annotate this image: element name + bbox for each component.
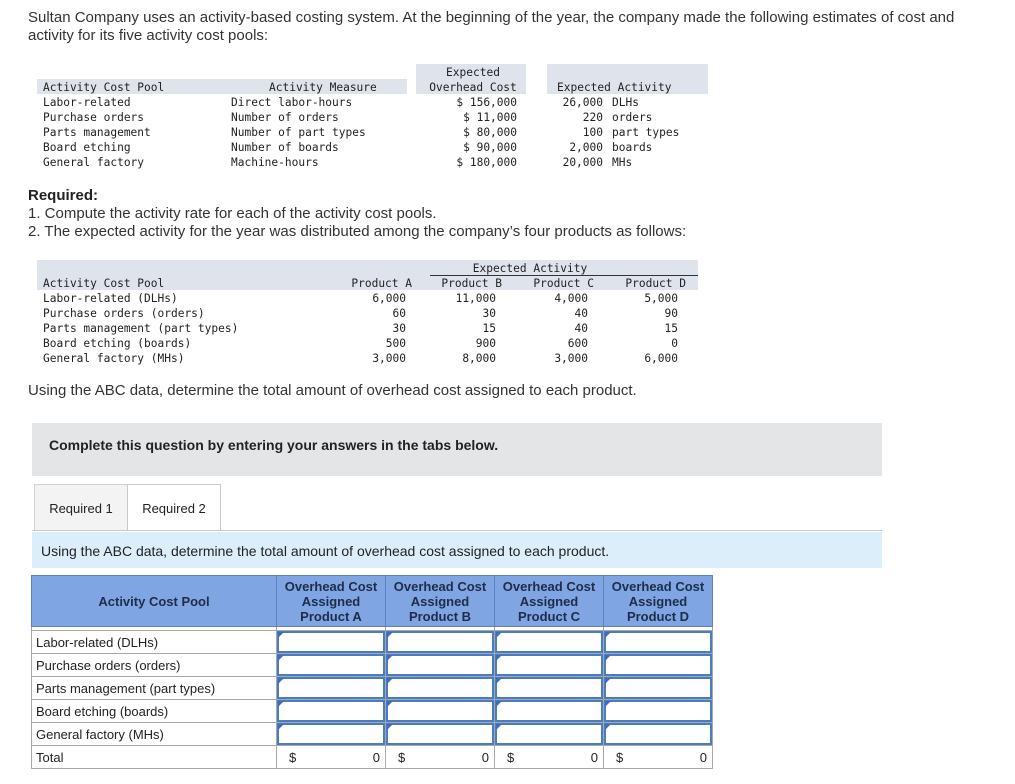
total-cell-d (604, 746, 713, 769)
value-c: 600 (567, 337, 588, 350)
input-marker-icon (605, 724, 611, 730)
header-line: Overhead Cost (393, 578, 487, 594)
answer-row (32, 723, 713, 746)
value-a: 30 (392, 322, 406, 335)
input-marker-icon (387, 655, 393, 661)
answer-cell (386, 631, 495, 654)
total-value-d: 0 (699, 750, 707, 765)
pool-unit: MHs (612, 156, 633, 169)
pool-col-header: Activity Cost Pool (43, 277, 165, 290)
answer-row (32, 654, 713, 677)
currency-symbol: $ (289, 750, 297, 765)
overhead-input-d[interactable] (604, 723, 712, 745)
problem-intro: Sultan Company uses an activity-based costing system. At the beginning of the year, the company made the following estimates of cost and activity for its five activity cost pools: (28, 9, 955, 44)
overhead-input-b[interactable] (386, 677, 494, 699)
value-b: 30 (482, 307, 496, 320)
answer-col-header-b (386, 576, 495, 627)
activity-col-header: Expected Activity (557, 81, 672, 94)
pool-name: Purchase orders (43, 111, 145, 124)
pool-qty: 26,000 (562, 96, 603, 109)
overhead-input-d[interactable] (604, 654, 712, 676)
input-marker-icon (496, 701, 502, 707)
answer-cell (495, 700, 604, 723)
header-line: Assigned (301, 593, 361, 609)
overhead-input-a[interactable] (277, 677, 385, 699)
activity-pool: Purchase orders (orders) (43, 307, 205, 320)
pool-cost: $ 80,000 (463, 126, 517, 139)
total-value-b: 0 (481, 750, 489, 765)
pool-unit: part types (612, 126, 680, 139)
overhead-input-d[interactable] (604, 700, 712, 722)
overhead-input-c[interactable] (495, 700, 603, 722)
input-marker-icon (387, 632, 393, 638)
tab-required-1[interactable]: Required 1 (34, 484, 128, 531)
input-marker-icon (496, 655, 502, 661)
product-b-header: Product B (441, 277, 502, 290)
answer-cell (495, 723, 604, 746)
header-line: Assigned (628, 593, 688, 609)
value-d: 15 (664, 322, 678, 335)
instructions-banner (32, 423, 882, 476)
overhead-input-a[interactable] (277, 700, 385, 722)
value-c: 40 (574, 322, 588, 335)
expected-activity-header: Expected Activity (472, 262, 588, 275)
input-marker-icon (496, 724, 502, 730)
answer-table (31, 575, 713, 769)
answer-row (32, 677, 713, 700)
answer-cell (386, 723, 495, 746)
answer-cell (495, 631, 604, 654)
value-b: 900 (475, 337, 496, 350)
answer-row-label: Labor-related (DLHs) (32, 631, 277, 654)
pool-unit: orders (612, 111, 653, 124)
value-d: 6,000 (644, 352, 678, 365)
total-label: Total (32, 746, 277, 769)
answer-cell (604, 677, 713, 700)
header-line: Overhead Cost (611, 578, 705, 594)
answer-cell (277, 654, 386, 677)
input-marker-icon (278, 678, 284, 684)
input-marker-icon (605, 678, 611, 684)
pool-qty: 2,000 (569, 141, 603, 154)
total-cell-b (386, 746, 495, 769)
total-value-c: 0 (590, 750, 598, 765)
currency-symbol: $ (507, 750, 515, 765)
answer-cell (495, 654, 604, 677)
banner-text: Complete this question by entering your answers in the tabs below. (49, 437, 499, 453)
input-marker-icon (387, 701, 393, 707)
pool-measure: Direct labor-hours (231, 96, 353, 109)
required-heading: Required: (28, 187, 99, 204)
input-marker-icon (278, 655, 284, 661)
overhead-input-d[interactable] (604, 677, 712, 699)
input-marker-icon (496, 632, 502, 638)
answer-cell (277, 700, 386, 723)
required-item-2: 2. The expected activity for the year was distributed among the company’s four products as follows: (28, 223, 687, 240)
pool-name: Labor-related (43, 96, 131, 109)
header-line: Product D (626, 608, 690, 624)
overhead-input-c[interactable] (495, 677, 603, 699)
overhead-input-b[interactable] (386, 654, 494, 676)
header-line: Product C (517, 608, 581, 624)
total-cell-c (495, 746, 604, 769)
header-line: Overhead Cost (284, 578, 378, 594)
answer-row-label: Purchase orders (orders) (32, 654, 277, 677)
value-b: 15 (482, 322, 496, 335)
value-b: 11,000 (455, 292, 496, 305)
value-a: 500 (385, 337, 406, 350)
input-marker-icon (496, 678, 502, 684)
header-line: Assigned (519, 593, 579, 609)
overhead-input-b[interactable] (386, 723, 494, 745)
overhead-input-b[interactable] (386, 631, 494, 653)
pool-unit: boards (612, 141, 653, 154)
value-c: 40 (574, 307, 588, 320)
header-line: Product A (300, 608, 362, 624)
input-marker-icon (278, 701, 284, 707)
pool-unit: DLHs (612, 96, 639, 109)
answer-cell (277, 677, 386, 700)
value-a: 6,000 (372, 292, 406, 305)
answer-cell (386, 654, 495, 677)
value-b: 8,000 (462, 352, 496, 365)
pool-name: General factory (43, 156, 145, 169)
total-row (32, 746, 713, 769)
product-d-header: Product D (625, 277, 686, 290)
overhead-input-c[interactable] (495, 654, 603, 676)
measure-col-header: Activity Measure (269, 81, 377, 94)
answer-cell (386, 677, 495, 700)
answer-row-label: Board etching (boards) (32, 700, 277, 723)
activity-pool: Board etching (boards) (43, 337, 192, 350)
answer-row (32, 700, 713, 723)
overhead-col-header-1: Expected (446, 66, 500, 79)
answer-col-header-c (495, 576, 604, 627)
activity-pool: Labor-related (DLHs) (43, 292, 178, 305)
pool-cost: $ 11,000 (463, 111, 517, 124)
pool-cost: $ 180,000 (456, 156, 517, 169)
answer-pool-header: Activity Cost Pool (32, 576, 277, 627)
answer-row (32, 631, 713, 654)
answer-cell (604, 723, 713, 746)
overhead-input-c[interactable] (495, 631, 603, 653)
total-value-a: 0 (372, 750, 380, 765)
input-marker-icon (605, 655, 611, 661)
pool-qty: 20,000 (562, 156, 603, 169)
pool-measure: Number of orders (231, 111, 339, 124)
activity-pool: Parts management (part types) (43, 322, 239, 335)
tab-required-2[interactable]: Required 2 (127, 484, 221, 531)
input-marker-icon (605, 632, 611, 638)
question-text: Using the ABC data, determine the total amount of overhead cost assigned to each product. (28, 382, 637, 399)
currency-symbol: $ (398, 750, 406, 765)
overhead-input-b[interactable] (386, 700, 494, 722)
answer-cell (495, 677, 604, 700)
header-line: Overhead Cost (502, 578, 596, 594)
input-marker-icon (387, 678, 393, 684)
answer-cell (386, 700, 495, 723)
product-c-header: Product C (533, 277, 594, 290)
pool-measure: Machine-hours (231, 156, 319, 169)
pool-qty: 220 (582, 111, 603, 124)
input-marker-icon (278, 724, 284, 730)
overhead-input-a[interactable] (277, 631, 385, 653)
value-c: 4,000 (554, 292, 588, 305)
pool-name: Board etching (43, 141, 131, 154)
pool-qty: 100 (582, 126, 603, 139)
answer-cell (604, 700, 713, 723)
pool-cost: $ 90,000 (463, 141, 517, 154)
overhead-input-a[interactable] (277, 654, 385, 676)
value-d: 5,000 (644, 292, 678, 305)
pool-col-header: Activity Cost Pool (43, 81, 165, 94)
input-marker-icon (278, 632, 284, 638)
value-a: 3,000 (372, 352, 406, 365)
activity-pool: General factory (MHs) (43, 352, 185, 365)
answer-cell (604, 631, 713, 654)
overhead-input-c[interactable] (495, 723, 603, 745)
value-c: 3,000 (554, 352, 588, 365)
value-d: 90 (664, 307, 678, 320)
pool-measure: Number of boards (231, 141, 339, 154)
header-line: Assigned (410, 593, 470, 609)
answer-row-label: Parts management (part types) (32, 677, 277, 700)
currency-symbol: $ (616, 750, 624, 765)
overhead-input-d[interactable] (604, 631, 712, 653)
answer-cell (277, 723, 386, 746)
tab-instruction-bar (32, 532, 882, 568)
overhead-input-a[interactable] (277, 723, 385, 745)
answer-cell (604, 654, 713, 677)
answer-cell (277, 631, 386, 654)
answer-col-header-a (277, 576, 386, 627)
total-cell-a (277, 746, 386, 769)
overhead-col-header-2: Overhead Cost (429, 81, 517, 94)
pool-name: Parts management (43, 126, 151, 139)
pool-cost: $ 156,000 (456, 96, 517, 109)
pool-measure: Number of part types (231, 126, 366, 139)
input-marker-icon (605, 701, 611, 707)
value-a: 60 (392, 307, 406, 320)
tab-divider (32, 530, 882, 531)
product-a-header: Product A (351, 277, 412, 290)
input-marker-icon (387, 724, 393, 730)
answer-col-header-d (604, 576, 713, 627)
tab-instruction-text: Using the ABC data, determine the total amount of overhead cost assigned to each product. (41, 543, 610, 559)
answer-row-label: General factory (MHs) (32, 723, 277, 746)
value-d: 0 (671, 337, 678, 350)
required-item-1: 1. Compute the activity rate for each of the activity cost pools. (28, 205, 437, 222)
header-line: Product B (408, 608, 472, 624)
